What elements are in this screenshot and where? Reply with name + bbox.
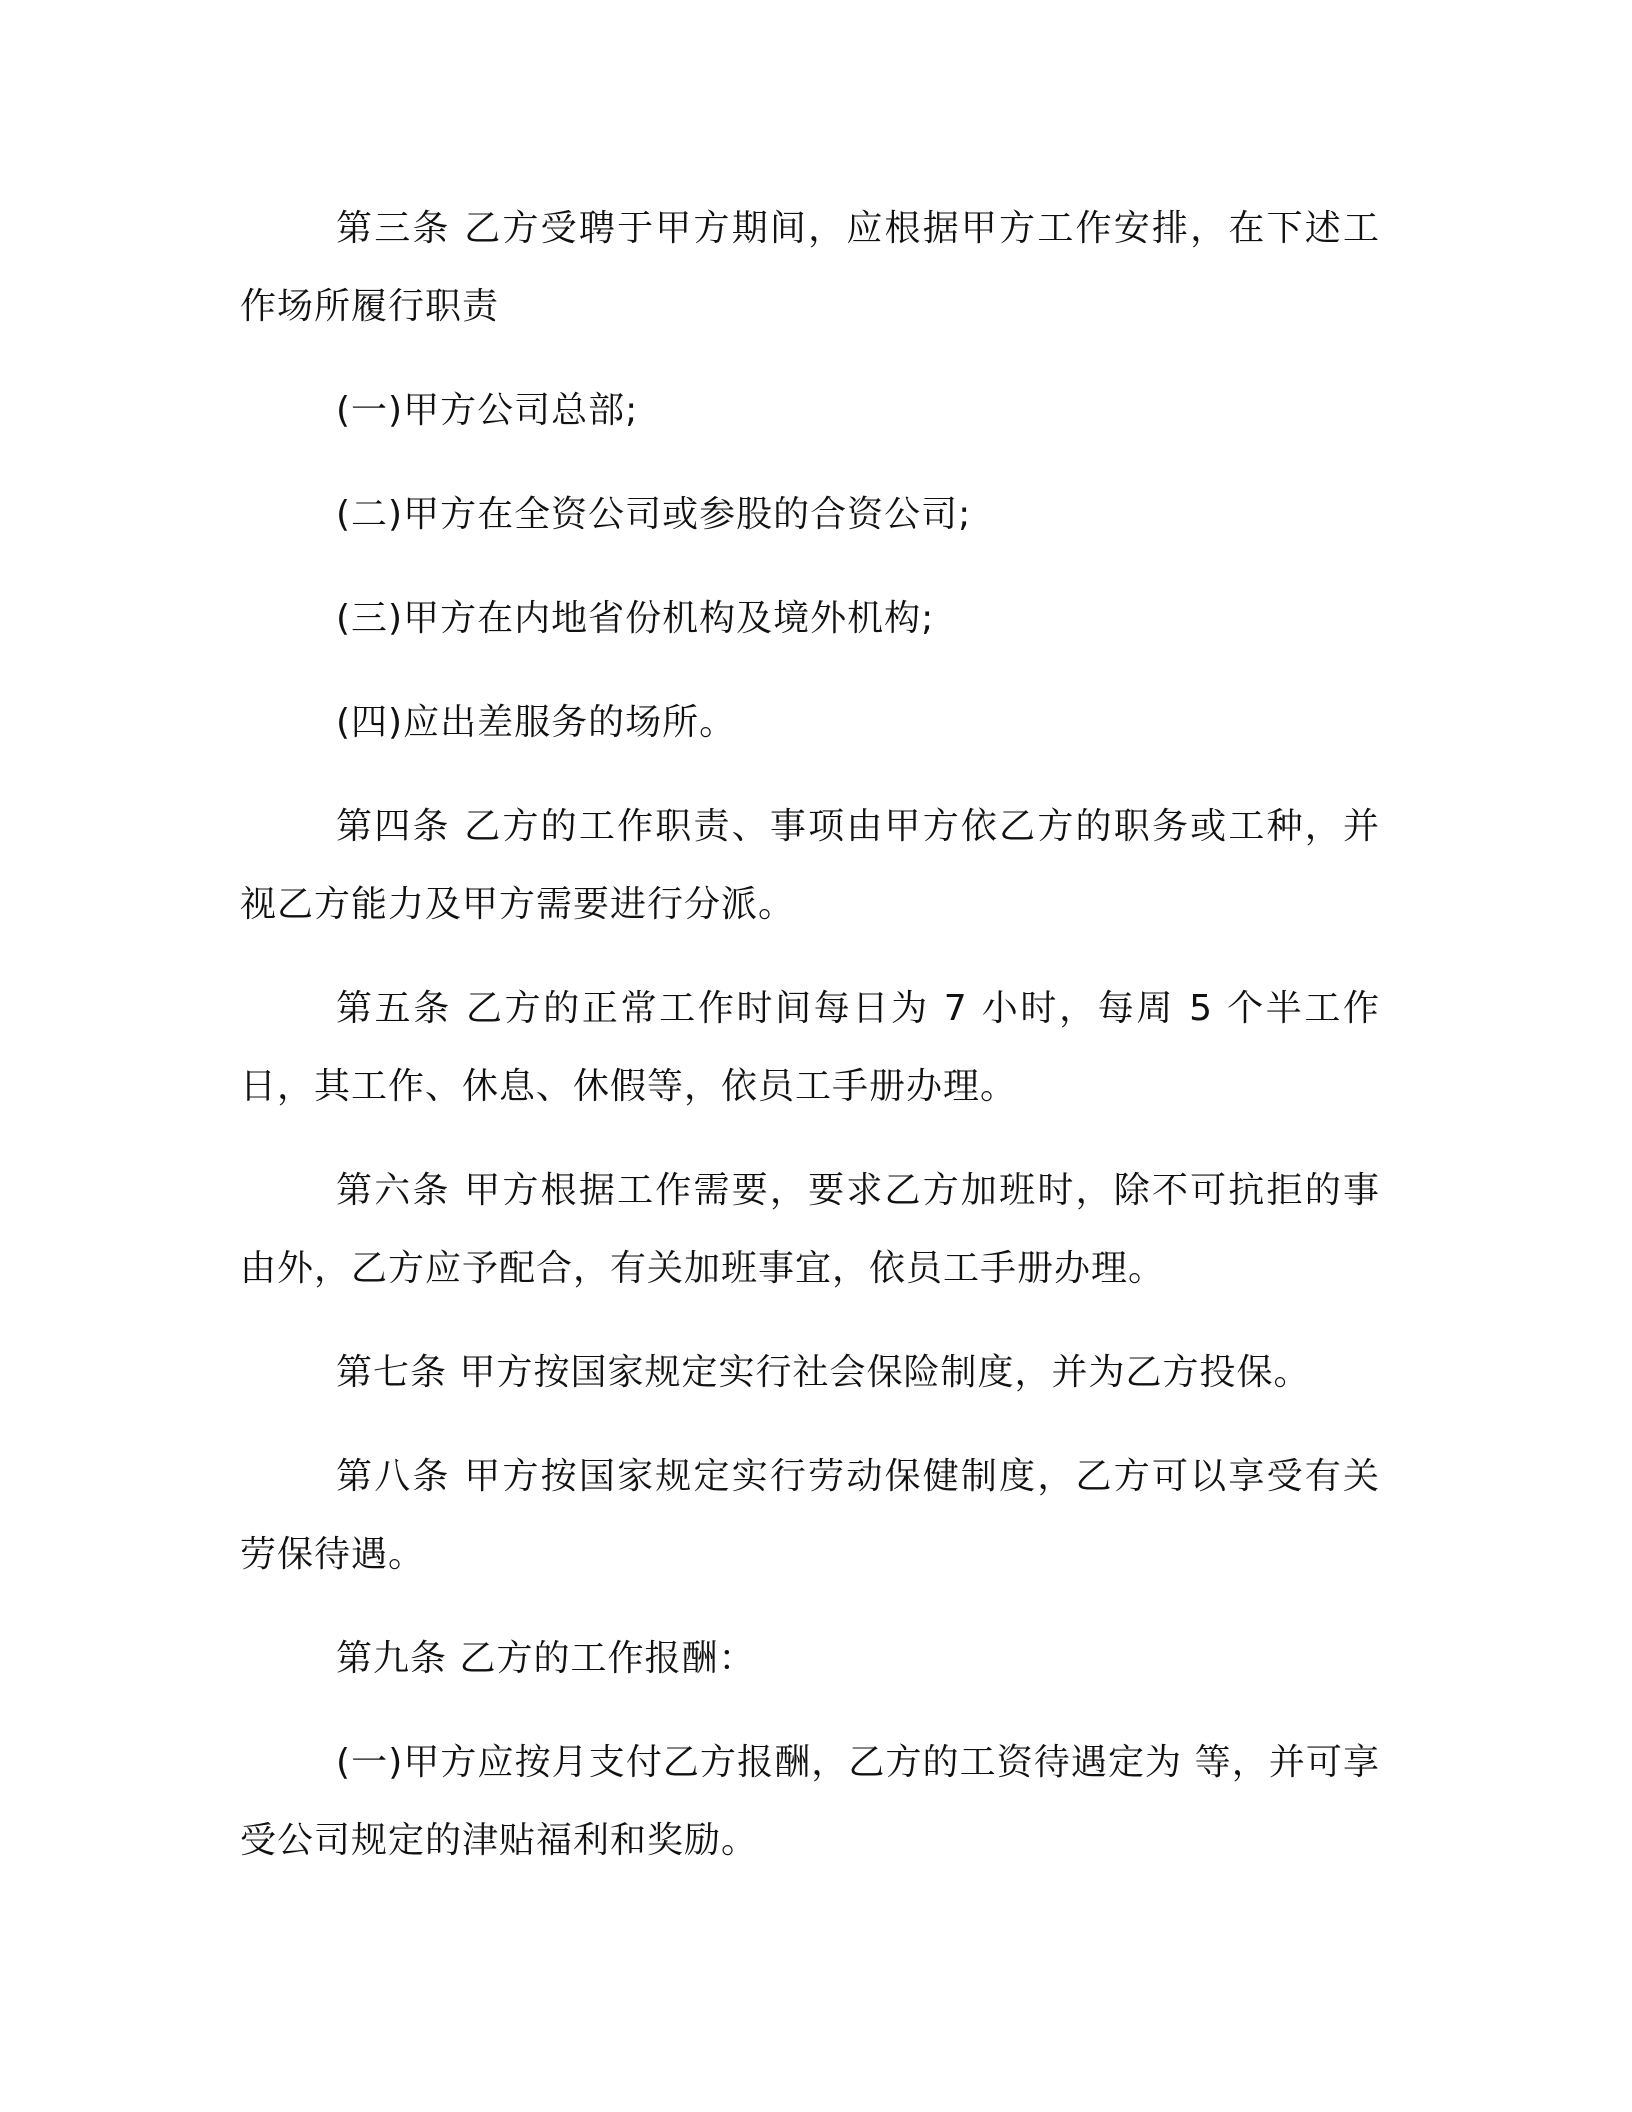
article-7: 第七条 甲方按国家规定实行社会保险制度，并为乙方投保。 [336, 1352, 1311, 1393]
article-3-item-1: (一)甲方公司总部; [336, 390, 639, 431]
article-5: 第五条 乙方的正常工作时间每日为 7 小时，每周 5 个半工作日，其工作、休息、休假等，依员工手册办理。 [240, 988, 1380, 1107]
document-body [240, 190, 1380, 1906]
article-3-item-2: (二)甲方在全资公司或参股的合资公司; [336, 494, 972, 535]
article-3-item-3: (三)甲方在内地省份机构及境外机构; [336, 598, 935, 639]
article-9: 第九条 乙方的工作报酬： [336, 1638, 756, 1679]
article-3-item-4: (四)应出差服务的场所。 [336, 702, 737, 743]
article-6: 第六条 甲方根据工作需要，要求乙方加班时，除不可抗拒的事由外，乙方应予配合，有关加班事宜，依员工手册办理。 [240, 1170, 1380, 1289]
article-3: 第三条 乙方受聘于甲方期间，应根据甲方工作安排，在下述工作场所履行职责 [240, 208, 1380, 327]
article-9-item-1: (一)甲方应按月支付乙方报酬，乙方的工资待遇定为 等，并可享受公司规定的津贴福利和奖励。 [240, 1742, 1380, 1861]
article-8: 第八条 甲方按国家规定实行劳动保健制度，乙方可以享受有关劳保待遇。 [240, 1456, 1380, 1575]
article-4: 第四条 乙方的工作职责、事项由甲方依乙方的职务或工种，并视乙方能力及甲方需要进行分派。 [240, 806, 1380, 925]
